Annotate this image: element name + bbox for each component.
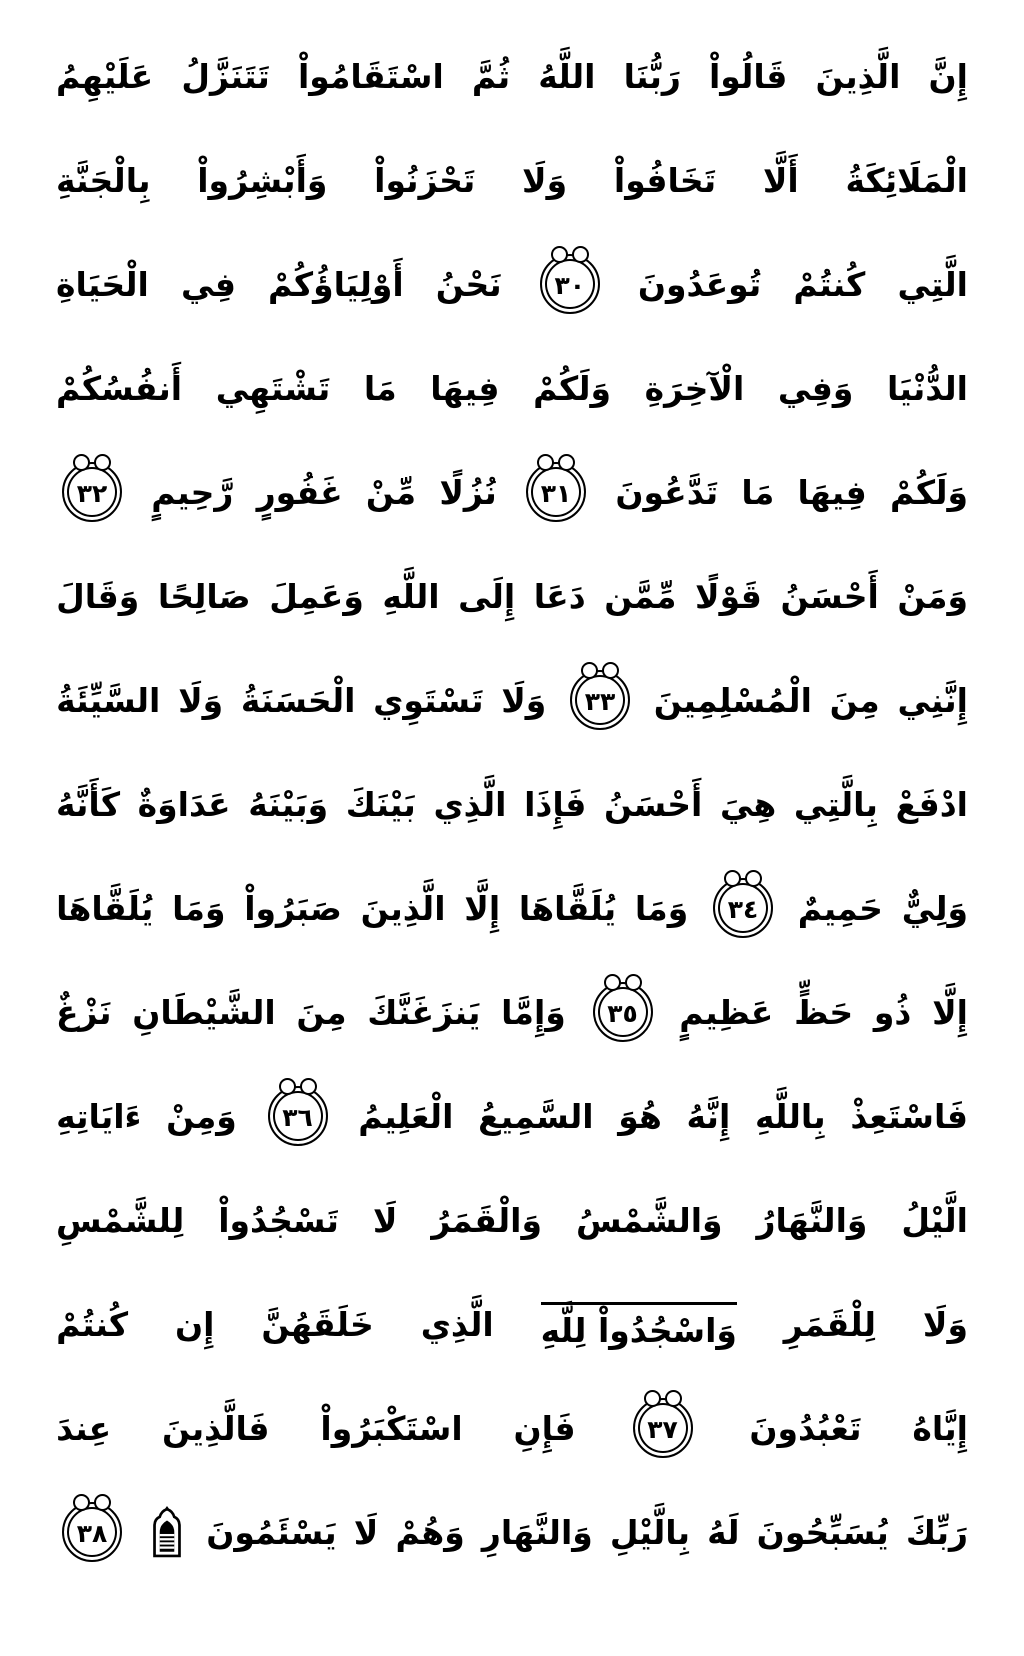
word: فَالَّذِينَ	[162, 1408, 270, 1448]
verse-number: ٣٥	[607, 998, 638, 1028]
word: عَلَيْهِمُ	[56, 56, 154, 96]
word: تَسْجُدُواْ	[218, 1200, 339, 1240]
word: فِي	[180, 264, 236, 304]
word: الْعَلِيمُ	[358, 1096, 454, 1136]
word: الشَّيْطَانِ	[132, 992, 276, 1032]
word: إِنَّ	[928, 56, 968, 96]
word: رَبُّنَا	[623, 56, 681, 96]
word: رَبِّكَ	[905, 1512, 968, 1552]
word: تَسْتَوِي	[373, 680, 484, 720]
word: حَمِيمٌ	[797, 888, 883, 928]
word: وَلَكُمْ	[533, 368, 612, 408]
word: إِنَّنِي	[897, 680, 968, 720]
sajdah-overlined-text: وَاسْجُدُواْ لِلَّهِ	[541, 1302, 737, 1347]
word: مَا	[363, 368, 397, 408]
word: وَالنَّهَارِ	[481, 1512, 593, 1552]
word: يُلَقَّاهَا	[518, 888, 617, 928]
verse-end-marker	[633, 1398, 693, 1458]
word: هُوَ	[618, 1096, 662, 1136]
word: لِلشَّمْسِ	[56, 1200, 185, 1240]
mushaf-line	[56, 1480, 968, 1584]
word: رَّحِيمٍ	[151, 472, 234, 512]
mushaf-line	[56, 1272, 968, 1376]
word: وَلَا	[522, 160, 568, 200]
word: وَمَا	[634, 888, 689, 928]
word: بِالَّتِي	[793, 784, 878, 824]
word: كُنتُمْ	[56, 1304, 129, 1344]
word: تُوعَدُونَ	[637, 264, 762, 304]
word: اللَّهِ	[382, 576, 440, 616]
verse-number: ٣٠	[554, 270, 586, 300]
word: أَنفُسُكُمْ	[56, 368, 183, 408]
word: الَّيْلُ	[901, 1200, 968, 1240]
word: لِلْقَمَرِ	[783, 1304, 877, 1344]
word: وَالْقَمَرُ	[431, 1200, 543, 1240]
word: وَلَا	[178, 680, 224, 720]
word: غَفُورٍ	[256, 472, 343, 512]
word: نُزُلًا	[439, 472, 497, 512]
word: الْآخِرَةِ	[644, 368, 745, 408]
word: إِيَّاهُ	[912, 1408, 968, 1448]
word: عَظِيمٍ	[679, 992, 774, 1032]
word: لَهُ	[707, 1512, 740, 1552]
word: بِالْجَنَّةِ	[56, 160, 151, 200]
word: لَا	[372, 1200, 398, 1240]
mushaf-line	[56, 232, 968, 336]
word: وَأَبْشِرُواْ	[197, 160, 328, 200]
word: الْمُسْلِمِينَ	[653, 680, 812, 720]
word: السَّمِيعُ	[478, 1096, 594, 1136]
word: وَالنَّهَارُ	[756, 1200, 868, 1240]
word: اسْتَقَامُواْ	[297, 56, 444, 96]
word: إِلَّا	[932, 992, 968, 1032]
word: إِنَّهُ	[686, 1096, 731, 1136]
word: صَبَرُواْ	[244, 888, 342, 928]
verse-end-marker	[540, 254, 600, 314]
mushaf-line	[56, 544, 968, 648]
word: وَهُمْ	[395, 1512, 465, 1552]
verse-number: ٣٤	[727, 894, 759, 924]
word: أَحْسَنُ	[603, 784, 703, 824]
word: الَّذِينَ	[815, 56, 901, 96]
word: تَخَافُواْ	[613, 160, 717, 200]
word: وَالشَّمْسُ	[575, 1200, 723, 1240]
word: اللَّهُ	[538, 56, 596, 96]
word: فَاسْتَعِذْ	[850, 1096, 968, 1136]
word: الَّذِي	[433, 784, 507, 824]
word: مِنَ	[296, 992, 347, 1032]
verse-end-marker	[268, 1086, 328, 1146]
verse-end-marker	[713, 878, 773, 938]
word: إِن	[174, 1304, 215, 1344]
word: اسْتَكْبَرُواْ	[320, 1408, 463, 1448]
mushaf-line	[56, 1064, 968, 1168]
word: مِّمَّن	[604, 576, 677, 616]
word: مِنَ	[829, 680, 880, 720]
word: يُسَبِّحُونَ	[756, 1512, 889, 1552]
word: ثُمَّ	[471, 56, 511, 96]
word: الدُّنْيَا	[886, 368, 968, 408]
word: الَّذِي	[420, 1304, 494, 1344]
word: خَلَقَهُنَّ	[261, 1304, 374, 1344]
word: إِلَى	[458, 576, 516, 616]
mushaf-line	[56, 24, 968, 128]
word: قَوْلًا	[695, 576, 762, 616]
word: وَلَا	[922, 1304, 968, 1344]
word: كُنتُمْ	[793, 264, 866, 304]
word: الْمَلَائِكَةُ	[845, 160, 968, 200]
verse-end-marker	[570, 670, 630, 730]
word: تَحْزَنُواْ	[374, 160, 476, 200]
word: فِيهَا	[430, 368, 500, 408]
mushaf-line	[56, 752, 968, 856]
word: وَمَنْ	[897, 576, 968, 616]
word: ءَايَاتِهِ	[56, 1096, 142, 1136]
word: أَلَّا	[762, 160, 799, 200]
word: بِالَّيْلِ	[609, 1512, 690, 1552]
word: وَمِنْ	[166, 1096, 237, 1136]
word: صَالِحًا	[157, 576, 251, 616]
verse-number: ٣١	[540, 478, 572, 508]
verse-end-marker	[526, 462, 586, 522]
word: الْحَيَاةِ	[56, 264, 149, 304]
word: قَالُواْ	[709, 56, 788, 96]
word: عَدَاوَةٌ	[137, 784, 231, 824]
word: يَسْئَمُونَ	[206, 1512, 337, 1552]
mushaf-line	[56, 1168, 968, 1272]
word: لَا	[353, 1512, 379, 1552]
word: تَتَنَزَّلُ	[181, 56, 270, 96]
word: وَإِمَّا	[501, 992, 566, 1032]
word: نَحْنُ	[435, 264, 502, 304]
word: أَحْسَنُ	[780, 576, 879, 616]
word: وَمَا	[172, 888, 226, 928]
word: عِندَ	[56, 1408, 112, 1448]
word: الَّتِي	[897, 264, 968, 304]
word: فِيهَا	[797, 472, 867, 512]
verse-end-marker	[62, 462, 122, 522]
verse-number: ٣٧	[647, 1414, 678, 1444]
word: وَلِيٌّ	[901, 888, 968, 928]
mushaf-line	[56, 336, 968, 440]
word: بَيْنَكَ	[345, 784, 416, 824]
word: السَّيِّئَةُ	[56, 680, 161, 720]
word: يَنزَغَنَّكَ	[367, 992, 481, 1032]
word: نَزْغٌ	[56, 992, 112, 1032]
word: الْحَسَنَةُ	[240, 680, 356, 720]
verse-number: ٣٣	[584, 686, 616, 716]
mushaf-line	[56, 1376, 968, 1480]
word: كَأَنَّهُ	[56, 784, 121, 824]
word: تَشْتَهِي	[215, 368, 331, 408]
word: بِاللَّهِ	[754, 1096, 826, 1136]
word: وَلَكُمْ	[890, 472, 968, 512]
verse-end-marker	[62, 1502, 122, 1562]
word: وَلَا	[501, 680, 547, 720]
word: تَدَّعُونَ	[615, 472, 719, 512]
mushaf-line	[56, 856, 968, 960]
word: حَظٍّ	[794, 992, 854, 1032]
verse-end-marker	[593, 982, 653, 1042]
verse-number: ٣٦	[282, 1102, 313, 1132]
word: مَا	[741, 472, 775, 512]
word: وَفِي	[777, 368, 854, 408]
word: إِلَّا	[464, 888, 501, 928]
word: تَعْبُدُونَ	[749, 1408, 862, 1448]
word: دَعَا	[533, 576, 586, 616]
word: يُلَقَّاهَا	[56, 888, 154, 928]
word: أَوْلِيَاؤُكُمْ	[268, 264, 404, 304]
word: وَقَالَ	[56, 576, 140, 616]
mushaf-line	[56, 960, 968, 1064]
word: مِّنْ	[365, 472, 417, 512]
word: وَعَمِلَ	[269, 576, 364, 616]
word: وَبَيْنَهُ	[248, 784, 329, 824]
word: ذُو	[873, 992, 912, 1032]
mushaf-line	[56, 440, 968, 544]
word: ادْفَعْ	[895, 784, 968, 824]
verse-number: ٣٢	[76, 478, 108, 508]
sajdah-symbol-icon	[149, 1506, 185, 1558]
word: فَإِذَا	[524, 784, 587, 824]
mushaf-line	[56, 128, 968, 232]
word: الَّذِينَ	[360, 888, 446, 928]
verse-number: ٣٨	[76, 1518, 108, 1548]
mushaf-line	[56, 648, 968, 752]
word: هِيَ	[720, 784, 777, 824]
word: فَإِنِ	[513, 1408, 576, 1448]
